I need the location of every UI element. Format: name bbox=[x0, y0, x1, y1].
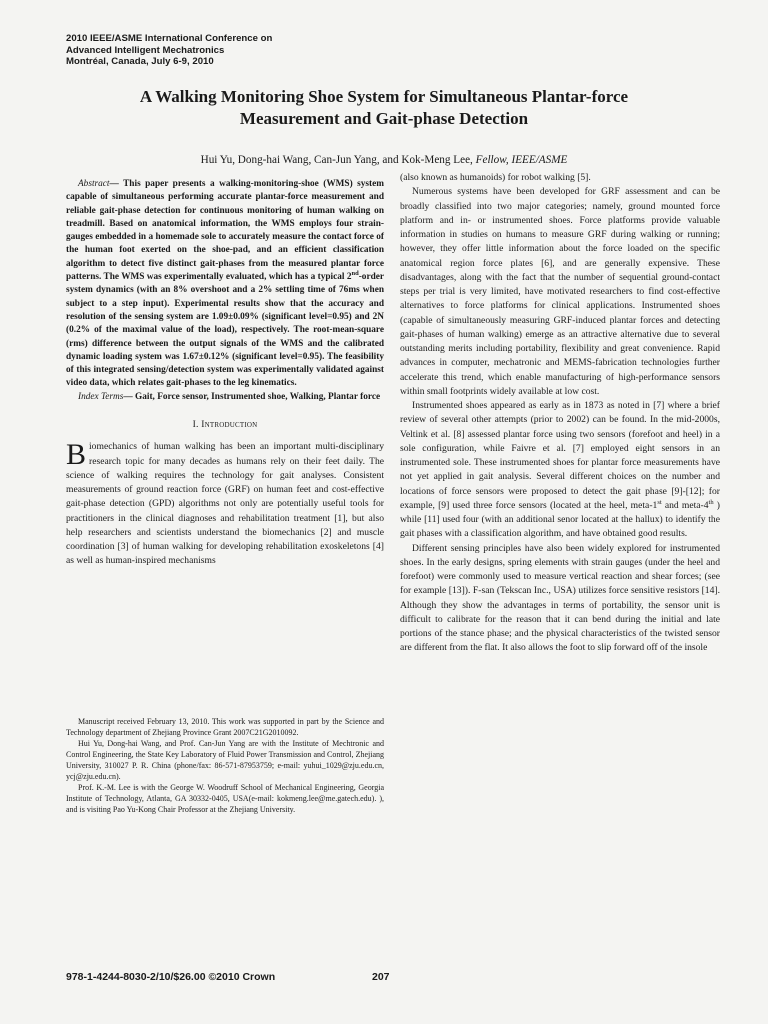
abstract-text-1: This paper presents a walking-monitoring-shoe (WMS) system capable of simultaneous performing accurate plantar-force measurement and reliable gait-phase detection for continuous monitoring of human walking on treadmill. Based on anatomical information, the WMS employs four strain-gauges embedded in a homemade sole to accurately measure the contact force of the human foot exerted on the shoe-pad, and an efficient classification algorithm to detect five distinct gait-phases from the measured plantar force patterns. The WMS was experimentally evaluated, which has a typical 2 bbox=[66, 179, 385, 283]
author-list bbox=[60, 153, 708, 167]
right-paragraph-2 bbox=[400, 399, 720, 542]
title-line-1: A Walking Monitoring Shoe System for Simultaneous Plantar-force bbox=[139, 87, 629, 106]
intro-text: iomechanics of human walking has been an important multi-disciplinary research topic for many decades as humans rely on their feet daily. The science of walking requires the technology for gait analyses. Consistent measurements of ground reaction force (GRF) on human feet and cost-effective gait-phase detection (GPD) algorithms not only are potentially useful tools for practitioners in the clinical diagnoses and rehabilitation treatment [1], but also help researchers and scientists understand the biomechanics [2] and muscle coordination [3] of human walking for developing rehabilitation exoskeletons [4] as well as human-inspired mechanisms bbox=[66, 441, 384, 567]
drop-cap: B bbox=[66, 438, 87, 472]
author-fellow: Fellow, IEEE/ASME bbox=[475, 154, 568, 166]
right-column bbox=[400, 171, 720, 656]
index-terms-label: Index Terms bbox=[78, 391, 124, 402]
paper-title bbox=[60, 86, 708, 130]
index-terms-text: Gait, Force sensor, Instrumented shoe, Walking, Plantar force bbox=[135, 391, 381, 402]
abstract-sup: nd bbox=[351, 269, 359, 277]
footer-isbn: 978-1-4244-8030-2/10/$26.00 ©2010 Crown bbox=[66, 971, 276, 983]
author-names: Hui Yu, Dong-hai Wang, Can-Jun Yang, and Kok-Meng Lee, bbox=[200, 154, 473, 166]
footnote-affiliation-1: Hui Yu, Dong-hai Wang, and Prof. Can-Jun Yang are with the Institute of Mechtronic and Control Engineering, the State Key Laboratory of Fluid Power Transmission and Control, Zhejiang University, 310027 P. R. China (phone/fax: 86-571-87953759; e-mail: yuhui_1029@zju.edu.cn, ycj@zju.edu.cn). bbox=[66, 739, 384, 781]
intro-paragraph bbox=[66, 440, 384, 568]
page-number: 207 bbox=[372, 971, 390, 983]
right-p2-text-c: ) while [11] used four (with an additional senor located at the hallux) to identify the gait phases with a classification algorithm, and have obtained good results. bbox=[400, 499, 721, 540]
title-line-2: Measurement and Gait-phase Detection bbox=[239, 109, 529, 128]
conference-line-3: Montréal, Canada, July 6-9, 2010 bbox=[66, 56, 214, 68]
conference-line-2: Advanced Intelligent Mechatronics bbox=[66, 44, 225, 56]
conference-header bbox=[66, 33, 466, 68]
right-paragraph-1: Numerous systems have been developed for GRF assessment and can be broadly classified into two major categories; namely, ground mounted force platform and in- or instrumented shoes. Force platforms provide valuable information in studies on humans to measure GRF during walking or running; however, they offer little information about the force loaded on the specific anatomical region force plates [6], and are generally expensive. These disadvantages, along with the fact that the number of sequential ground-contact steps per trial is very limited, have motivated researchers to find cost-effective alternatives to force platforms for clinical applications. Instrumented shoes (capable of simultaneously measuring GRF-induced plantar forces and detecting gait-phases of human walking) emerge as an attractive alternative due to several outstanding merits including portability, flexibility and great convenience. Rapid advances in computer, mechatronic and MEMS-fabrication technologies further accelerate this trend, which enable manufacturing of high-performance sensors within small footprints widely available at low cost. bbox=[400, 186, 720, 397]
left-column bbox=[66, 178, 384, 569]
footnotes bbox=[66, 716, 384, 815]
abstract-dash: — bbox=[109, 179, 124, 189]
section-heading-introduction bbox=[66, 418, 384, 432]
footnote-manuscript: Manuscript received February 13, 2010. This work was supported in part by the Science and Technology department of Zhejiang Province Grant 2007C21G2010092. bbox=[66, 717, 384, 737]
abstract-text-2: -order system dynamics (with an 8% overshoot and a 2% settling time of 76ms when subject to a step input). Experimental results show that the accuracy and resolution of the sensing system are 1.09±0.09% (significant level=0.95) and 2N (0.2% of the maximal value of the load), respectively. The root-mean-square (rms) difference between the output signals of the WMS and the calibrated dynamic loading system was 1.67±0.12% (significant level=0.95). The feasibility of this integrated sensing/detection system was experimentally validated against video data, which relates gait-phases to the leg kinematics. bbox=[66, 272, 384, 389]
abstract bbox=[66, 178, 384, 391]
abstract-label: Abstract bbox=[78, 179, 110, 189]
conference-line-1: 2010 IEEE/ASME International Conference on bbox=[66, 33, 273, 44]
right-paragraph-3: Different sensing principles have also been widely explored for instrumented shoes. In the early designs, spring elements with strain gauges (under the heel and forefoot) were commonly used to measure vertical reaction and shear forces; (see for example [13]). F-san (Tekscan Inc., USA) utilizes force sensitive resistors [14]. Although they show the advantages in terms of portability, the sensor unit is difficult to calibrate for the reason that it can bend during the initial and late portions of the stance phase; and the physical characteristics of the twisted sensor are different from the flat. It also allows the foot to slip forward off of the insole bbox=[400, 542, 720, 654]
right-p2-text-b: and meta-4 bbox=[661, 499, 709, 511]
footnote-affiliation-2: Prof. K.-M. Lee is with the George W. Woodruff School of Mechanical Engineering, Georgia Institute of Technology, Atlanta, GA 30332-0405, USA(e-mail: kokmeng.lee@me.gatech.edu). ), and is visiting Pao Yu-Kong Chair Professor at the Zhejiang University. bbox=[66, 783, 384, 814]
index-terms bbox=[66, 391, 384, 404]
right-p2-sup-2: th bbox=[708, 498, 714, 506]
right-paragraph-0: (also known as humanoids) for robot walking [5]. bbox=[400, 172, 591, 183]
right-p2-sup-1: st bbox=[657, 498, 662, 506]
right-p2-text-a: Instrumented shoes appeared as early as in 1873 as noted in [7] where a brief review of several other attempts (prior to 2002) can be found. In the mid-2000s, Veltink et al. [8] assessed plantar force using two sensors (forefoot and heel) in a sole configuration, while Faivre et al. [7] employed eight sensors in an instrumented sole. These instrumented shoes for plantar force measurements have not yet applied in gait analysis. Several different choices on the number and locations of force sensors were proposed to detect the gait phase [9]-[12]; for example, [9] used three force sensors (located at the heel, meta-1 bbox=[400, 400, 720, 511]
section-numeral: I. bbox=[192, 419, 199, 431]
section-title: Introduction bbox=[201, 419, 258, 431]
index-terms-dash: — bbox=[123, 391, 135, 402]
